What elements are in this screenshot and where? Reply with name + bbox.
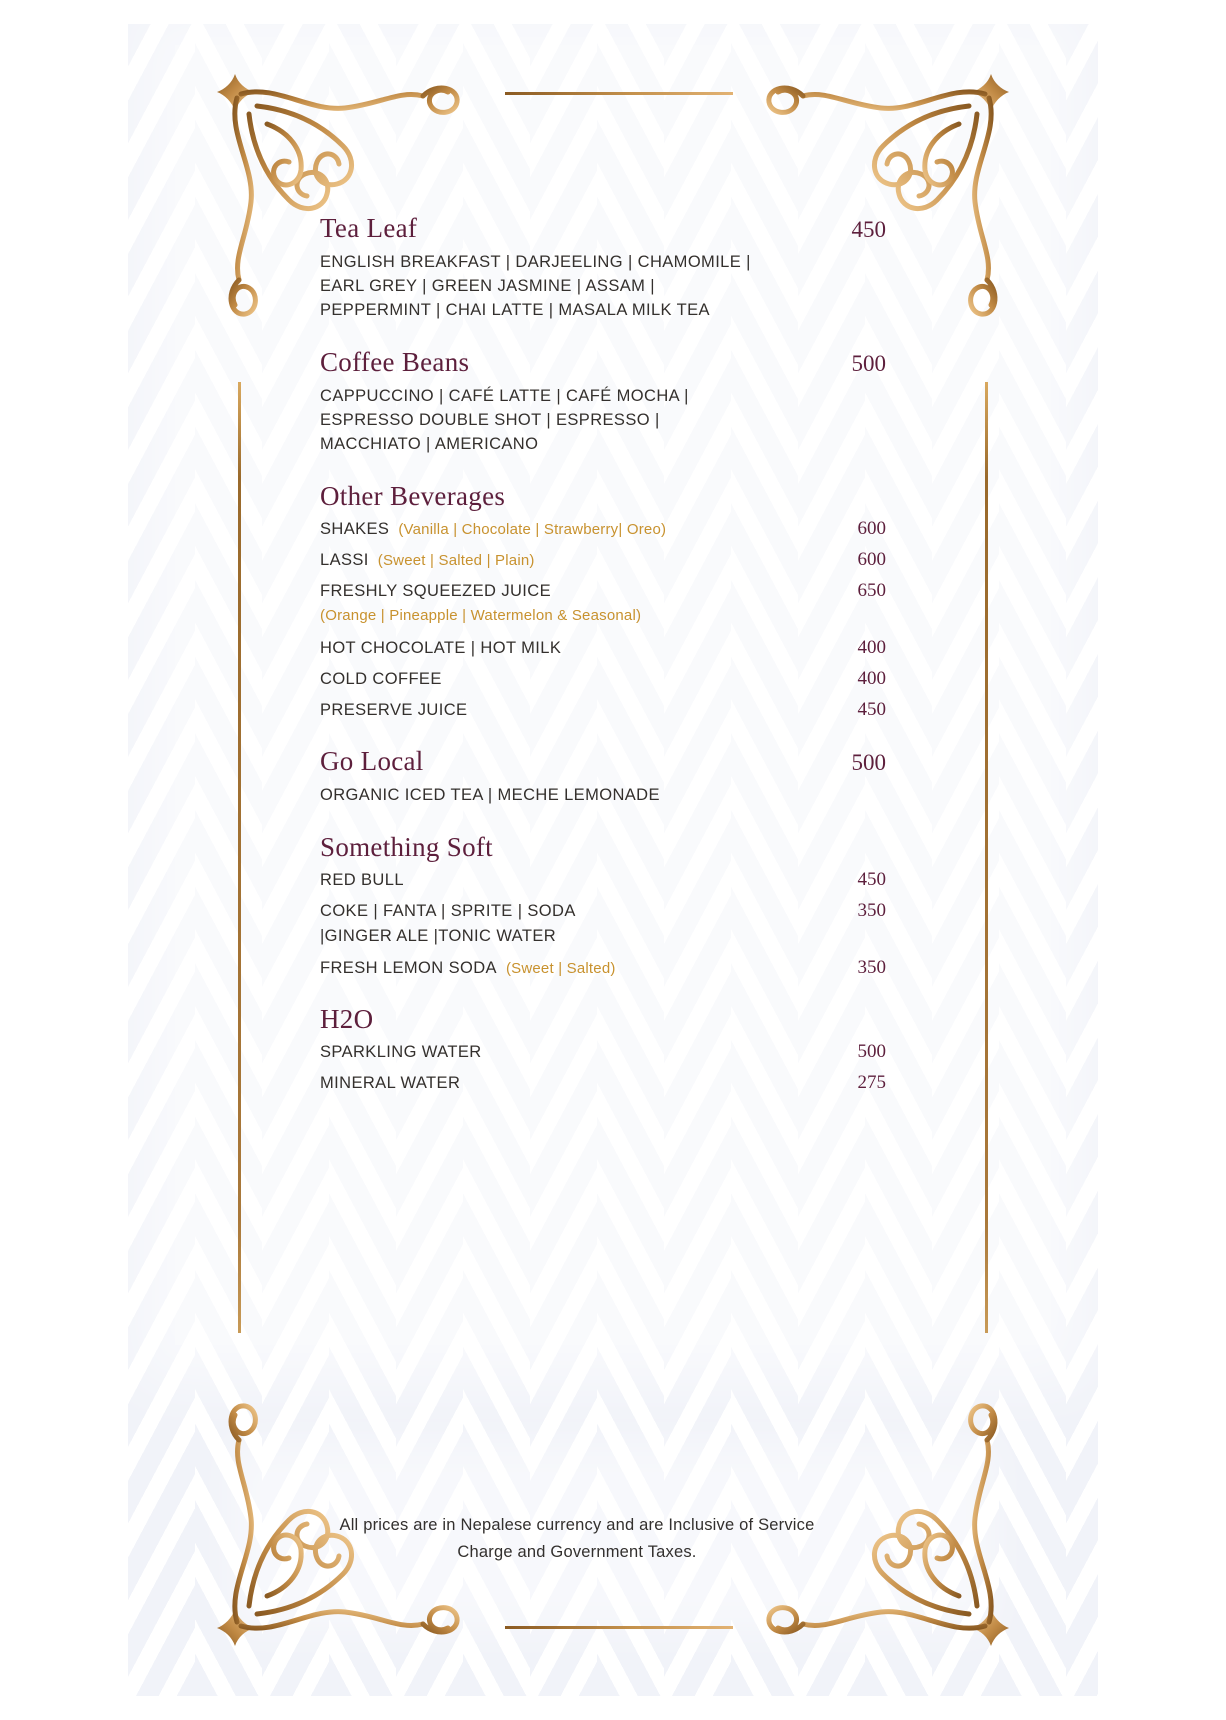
menu-item-variants: (Orange | Pineapple | Watermelon & Seasonal) bbox=[320, 607, 642, 624]
section-title: Coffee Beans bbox=[320, 347, 470, 377]
right-vertical-rule bbox=[985, 382, 988, 1333]
menu-item-name: LASSI bbox=[320, 551, 369, 569]
menu-item-price: 400 bbox=[857, 668, 886, 689]
section-description-line: ENGLISH BREAKFAST | DARJEELING | CHAMOMILE | bbox=[320, 253, 751, 271]
menu-item-price: 400 bbox=[857, 637, 886, 658]
menu-item bbox=[320, 900, 886, 922]
menu-section bbox=[320, 346, 886, 456]
menu-item-variants: (Vanilla | Chocolate | Strawberry| Oreo) bbox=[398, 521, 667, 538]
section-title: Tea Leaf bbox=[320, 213, 418, 243]
section-header bbox=[320, 480, 886, 512]
menu-item-name-group bbox=[320, 669, 442, 689]
menu-item-price: 600 bbox=[857, 549, 886, 570]
menu-item-name-line2: |GINGER ALE |TONIC WATER bbox=[320, 927, 557, 945]
menu-section bbox=[320, 745, 886, 807]
menu-item bbox=[320, 699, 886, 721]
menu-item-name-group bbox=[320, 1073, 460, 1093]
menu-item-name: FRESHLY SQUEEZED JUICE bbox=[320, 582, 551, 600]
footer-note-line1: All prices are in Nepalese currency and are Inclusive of Service bbox=[339, 1516, 815, 1534]
menu-item-name-group bbox=[320, 958, 616, 978]
section-description-line: MACCHIATO | AMERICANO bbox=[320, 435, 539, 453]
menu-item-price: 650 bbox=[857, 580, 886, 601]
section-header bbox=[320, 1003, 886, 1035]
menu-item-name: PRESERVE JUICE bbox=[320, 701, 468, 719]
menu-item-name: HOT CHOCOLATE | HOT MILK bbox=[320, 639, 562, 657]
section-header bbox=[320, 745, 886, 777]
menu-item-name: COLD COFFEE bbox=[320, 670, 442, 688]
menu-item-price: 500 bbox=[857, 1041, 886, 1062]
section-description-line: ORGANIC ICED TEA | MECHE LEMONADE bbox=[320, 786, 660, 804]
section-description-line: ESPRESSO DOUBLE SHOT | ESPRESSO | bbox=[320, 411, 660, 429]
menu-item bbox=[320, 1041, 886, 1063]
menu-item-price: 450 bbox=[857, 869, 886, 890]
menu-item bbox=[320, 637, 886, 659]
section-title: Something Soft bbox=[320, 832, 493, 862]
menu-item-variants: (Sweet | Salted) bbox=[505, 960, 616, 977]
section-description-line: PEPPERMINT | CHAI LATTE | MASALA MILK TEA bbox=[320, 301, 710, 319]
menu-item-name: MINERAL WATER bbox=[320, 1074, 461, 1092]
section-description-line: CAPPUCCINO | CAFÉ LATTE | CAFÉ MOCHA | bbox=[320, 387, 689, 405]
menu-item-name: COKE | FANTA | SPRITE | SODA bbox=[320, 902, 576, 920]
menu-item-name: RED BULL bbox=[320, 871, 404, 889]
section-title: Go Local bbox=[320, 746, 424, 776]
menu-item-name: SPARKLING WATER bbox=[320, 1043, 482, 1061]
menu-section bbox=[320, 212, 886, 322]
bottom-divider-line bbox=[505, 1626, 733, 1629]
pattern-column bbox=[1066, 24, 1098, 1696]
section-description-line: EARL GREY | GREEN JASMINE | ASSAM | bbox=[320, 277, 655, 295]
section-price: 500 bbox=[851, 351, 886, 376]
menu-item bbox=[320, 1072, 886, 1094]
menu-item-name-group bbox=[320, 519, 666, 539]
left-vertical-rule bbox=[238, 382, 241, 1333]
menu-item-price: 275 bbox=[857, 1072, 886, 1093]
section-title: H2O bbox=[320, 1004, 374, 1034]
menu-item-name-group bbox=[320, 901, 576, 921]
menu-content bbox=[320, 212, 886, 1118]
menu-item bbox=[320, 869, 886, 891]
menu-item-name-group bbox=[320, 638, 561, 658]
menu-item-name-group bbox=[320, 700, 467, 720]
top-divider-line bbox=[505, 92, 733, 95]
menu-item-name-group bbox=[320, 581, 551, 601]
menu-item bbox=[320, 668, 886, 690]
menu-item bbox=[320, 518, 886, 540]
menu-item-name: SHAKES bbox=[320, 520, 390, 538]
section-header bbox=[320, 212, 886, 244]
menu-item-price: 600 bbox=[857, 518, 886, 539]
section-price: 450 bbox=[851, 217, 886, 242]
menu-item-name-group bbox=[320, 550, 535, 570]
section-header bbox=[320, 346, 886, 378]
menu-item-name-group bbox=[320, 1042, 482, 1062]
menu-item-price: 350 bbox=[857, 957, 886, 978]
menu-item bbox=[320, 957, 886, 979]
menu-item-name: FRESH LEMON SODA bbox=[320, 959, 497, 977]
menu-item bbox=[320, 549, 886, 571]
menu-item-price: 350 bbox=[857, 900, 886, 921]
menu-item-price: 450 bbox=[857, 699, 886, 720]
menu-section bbox=[320, 1003, 886, 1094]
menu-item-variants: (Sweet | Salted | Plain) bbox=[377, 552, 535, 569]
menu-item bbox=[320, 580, 886, 602]
section-header bbox=[320, 831, 886, 863]
menu-item-name-group bbox=[320, 870, 404, 890]
menu-section bbox=[320, 831, 886, 979]
section-price: 500 bbox=[851, 750, 886, 775]
menu-section bbox=[320, 480, 886, 721]
footer-note bbox=[227, 1512, 927, 1566]
footer-note-line2: Charge and Government Taxes. bbox=[457, 1543, 697, 1561]
section-title: Other Beverages bbox=[320, 481, 506, 511]
